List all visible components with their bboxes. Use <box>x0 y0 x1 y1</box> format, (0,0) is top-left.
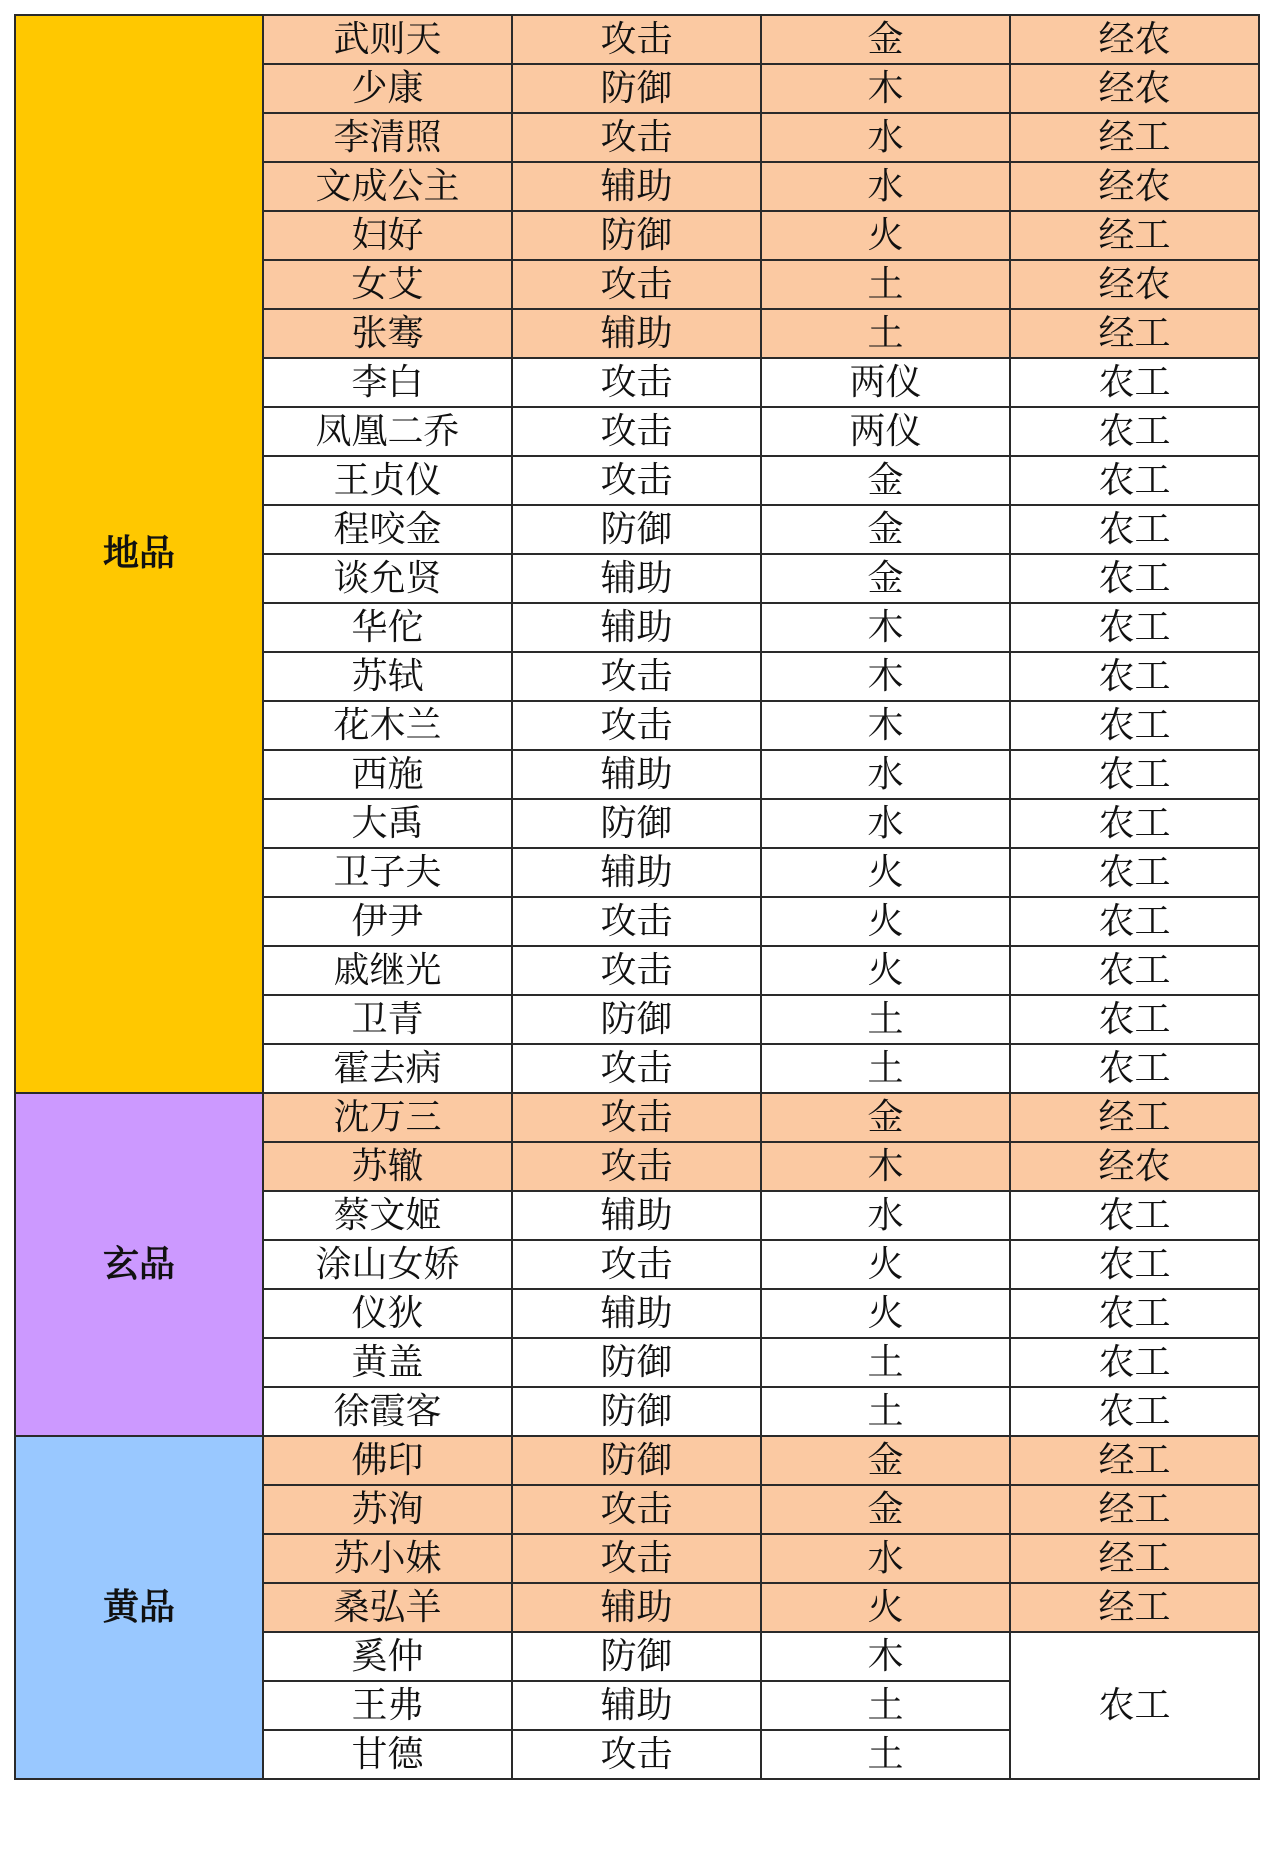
role-cell: 辅助 <box>512 603 761 652</box>
hero-name-cell: 苏轼 <box>263 652 512 701</box>
element-cell: 两仪 <box>761 407 1010 456</box>
element-cell: 土 <box>761 260 1010 309</box>
role-cell: 防御 <box>512 64 761 113</box>
hero-name-cell: 西施 <box>263 750 512 799</box>
role-cell: 防御 <box>512 505 761 554</box>
role-cell: 攻击 <box>512 946 761 995</box>
table-row <box>15 15 1259 64</box>
tag-cell: 农工 <box>1010 1044 1259 1093</box>
tag-cell: 农工 <box>1010 1632 1259 1779</box>
role-cell: 辅助 <box>512 1681 761 1730</box>
hero-name-cell: 文成公主 <box>263 162 512 211</box>
element-cell: 土 <box>761 1681 1010 1730</box>
tier-label: 地品 <box>15 15 263 1093</box>
element-cell: 火 <box>761 1240 1010 1289</box>
tag-cell: 经农 <box>1010 64 1259 113</box>
element-cell: 火 <box>761 1583 1010 1632</box>
role-cell: 防御 <box>512 1338 761 1387</box>
element-cell: 木 <box>761 701 1010 750</box>
hero-name-cell: 花木兰 <box>263 701 512 750</box>
element-cell: 木 <box>761 603 1010 652</box>
element-cell: 水 <box>761 750 1010 799</box>
tag-cell: 经工 <box>1010 1583 1259 1632</box>
element-cell: 水 <box>761 1534 1010 1583</box>
role-cell: 攻击 <box>512 1534 761 1583</box>
tag-cell: 农工 <box>1010 848 1259 897</box>
hero-name-cell: 凤凰二乔 <box>263 407 512 456</box>
element-cell: 水 <box>761 799 1010 848</box>
hero-name-cell: 少康 <box>263 64 512 113</box>
hero-name-cell: 甘德 <box>263 1730 512 1779</box>
tag-cell: 经农 <box>1010 162 1259 211</box>
hero-name-cell: 戚继光 <box>263 946 512 995</box>
tag-cell: 经农 <box>1010 260 1259 309</box>
hero-name-cell: 佛印 <box>263 1436 512 1485</box>
hero-name-cell: 黄盖 <box>263 1338 512 1387</box>
role-cell: 防御 <box>512 1632 761 1681</box>
hero-name-cell: 苏辙 <box>263 1142 512 1191</box>
hero-name-cell: 苏小妹 <box>263 1534 512 1583</box>
tag-cell: 农工 <box>1010 505 1259 554</box>
hero-name-cell: 大禹 <box>263 799 512 848</box>
role-cell: 攻击 <box>512 407 761 456</box>
role-cell: 攻击 <box>512 456 761 505</box>
element-cell: 火 <box>761 1289 1010 1338</box>
tag-cell: 经工 <box>1010 1534 1259 1583</box>
element-cell: 土 <box>761 309 1010 358</box>
element-cell: 土 <box>761 1338 1010 1387</box>
role-cell: 攻击 <box>512 113 761 162</box>
hero-tier-table <box>14 14 1260 1780</box>
role-cell: 攻击 <box>512 260 761 309</box>
role-cell: 防御 <box>512 1436 761 1485</box>
tag-cell: 经工 <box>1010 1436 1259 1485</box>
role-cell: 攻击 <box>512 1093 761 1142</box>
tag-cell: 农工 <box>1010 1387 1259 1436</box>
role-cell: 攻击 <box>512 1044 761 1093</box>
hero-name-cell: 妇好 <box>263 211 512 260</box>
element-cell: 火 <box>761 848 1010 897</box>
element-cell: 金 <box>761 505 1010 554</box>
tag-cell: 农工 <box>1010 1338 1259 1387</box>
hero-name-cell: 谈允贤 <box>263 554 512 603</box>
hero-name-cell: 武则天 <box>263 15 512 64</box>
tag-cell: 农工 <box>1010 603 1259 652</box>
tag-cell: 农工 <box>1010 456 1259 505</box>
tag-cell: 农工 <box>1010 946 1259 995</box>
hero-name-cell: 女艾 <box>263 260 512 309</box>
hero-name-cell: 李白 <box>263 358 512 407</box>
hero-name-cell: 奚仲 <box>263 1632 512 1681</box>
role-cell: 辅助 <box>512 1191 761 1240</box>
role-cell: 防御 <box>512 995 761 1044</box>
role-cell: 防御 <box>512 799 761 848</box>
element-cell: 木 <box>761 1142 1010 1191</box>
element-cell: 两仪 <box>761 358 1010 407</box>
tag-cell: 农工 <box>1010 799 1259 848</box>
tag-cell: 农工 <box>1010 1191 1259 1240</box>
hero-name-cell: 霍去病 <box>263 1044 512 1093</box>
role-cell: 辅助 <box>512 750 761 799</box>
hero-name-cell: 涂山女娇 <box>263 1240 512 1289</box>
table-row <box>15 1093 1259 1142</box>
role-cell: 防御 <box>512 211 761 260</box>
element-cell: 木 <box>761 652 1010 701</box>
role-cell: 攻击 <box>512 358 761 407</box>
tag-cell: 经工 <box>1010 309 1259 358</box>
role-cell: 辅助 <box>512 1289 761 1338</box>
element-cell: 木 <box>761 1632 1010 1681</box>
tag-cell: 农工 <box>1010 750 1259 799</box>
role-cell: 攻击 <box>512 15 761 64</box>
tag-cell: 经农 <box>1010 15 1259 64</box>
role-cell: 防御 <box>512 1387 761 1436</box>
tag-cell: 农工 <box>1010 358 1259 407</box>
element-cell: 火 <box>761 211 1010 260</box>
tag-cell: 农工 <box>1010 995 1259 1044</box>
element-cell: 水 <box>761 162 1010 211</box>
tag-cell: 经农 <box>1010 1142 1259 1191</box>
tag-cell: 经工 <box>1010 113 1259 162</box>
element-cell: 金 <box>761 1436 1010 1485</box>
element-cell: 土 <box>761 1730 1010 1779</box>
hero-name-cell: 李清照 <box>263 113 512 162</box>
role-cell: 攻击 <box>512 701 761 750</box>
hero-name-cell: 仪狄 <box>263 1289 512 1338</box>
element-cell: 土 <box>761 995 1010 1044</box>
element-cell: 火 <box>761 897 1010 946</box>
element-cell: 金 <box>761 554 1010 603</box>
hero-name-cell: 王贞仪 <box>263 456 512 505</box>
element-cell: 金 <box>761 1485 1010 1534</box>
hero-name-cell: 王弗 <box>263 1681 512 1730</box>
role-cell: 辅助 <box>512 848 761 897</box>
element-cell: 火 <box>761 946 1010 995</box>
role-cell: 攻击 <box>512 897 761 946</box>
element-cell: 金 <box>761 1093 1010 1142</box>
tag-cell: 经工 <box>1010 1093 1259 1142</box>
hero-name-cell: 卫青 <box>263 995 512 1044</box>
tag-cell: 农工 <box>1010 701 1259 750</box>
hero-name-cell: 苏洵 <box>263 1485 512 1534</box>
role-cell: 攻击 <box>512 1730 761 1779</box>
hero-name-cell: 伊尹 <box>263 897 512 946</box>
role-cell: 辅助 <box>512 554 761 603</box>
role-cell: 辅助 <box>512 1583 761 1632</box>
tag-cell: 经工 <box>1010 1485 1259 1534</box>
hero-name-cell: 沈万三 <box>263 1093 512 1142</box>
tag-cell: 农工 <box>1010 407 1259 456</box>
element-cell: 土 <box>761 1387 1010 1436</box>
tag-cell: 农工 <box>1010 1289 1259 1338</box>
hero-name-cell: 徐霞客 <box>263 1387 512 1436</box>
tag-cell: 农工 <box>1010 554 1259 603</box>
element-cell: 土 <box>761 1044 1010 1093</box>
tag-cell: 经工 <box>1010 211 1259 260</box>
tag-cell: 农工 <box>1010 1240 1259 1289</box>
role-cell: 辅助 <box>512 162 761 211</box>
element-cell: 水 <box>761 1191 1010 1240</box>
role-cell: 攻击 <box>512 1142 761 1191</box>
hero-name-cell: 华佗 <box>263 603 512 652</box>
hero-name-cell: 程咬金 <box>263 505 512 554</box>
hero-name-cell: 张骞 <box>263 309 512 358</box>
role-cell: 辅助 <box>512 309 761 358</box>
role-cell: 攻击 <box>512 1485 761 1534</box>
role-cell: 攻击 <box>512 1240 761 1289</box>
element-cell: 水 <box>761 113 1010 162</box>
role-cell: 攻击 <box>512 652 761 701</box>
tag-cell: 农工 <box>1010 652 1259 701</box>
hero-name-cell: 卫子夫 <box>263 848 512 897</box>
element-cell: 金 <box>761 456 1010 505</box>
hero-name-cell: 蔡文姬 <box>263 1191 512 1240</box>
tier-label: 黄品 <box>15 1436 263 1779</box>
element-cell: 木 <box>761 64 1010 113</box>
tag-cell: 农工 <box>1010 897 1259 946</box>
tier-label: 玄品 <box>15 1093 263 1436</box>
element-cell: 金 <box>761 15 1010 64</box>
table-row <box>15 1436 1259 1485</box>
hero-name-cell: 桑弘羊 <box>263 1583 512 1632</box>
